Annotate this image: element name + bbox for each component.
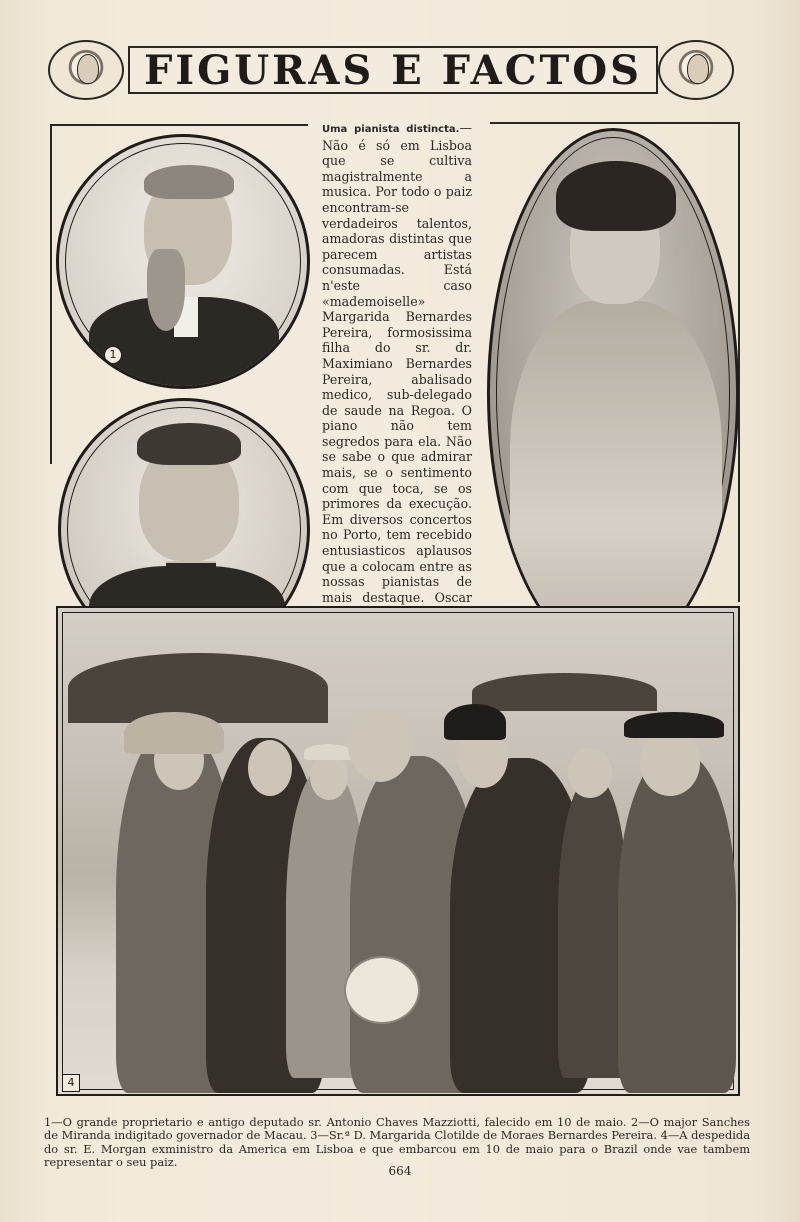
figure-man-right — [618, 753, 736, 1093]
article-pianista — [322, 120, 472, 605]
article-lead: Uma pianista distincta. — [322, 124, 460, 135]
art-nouveau-medallion-left-icon — [48, 40, 124, 100]
title-banner — [128, 46, 658, 94]
photo-caption: 1—O grande proprietario e antigo deputado sr. Antonio Chaves Mazziotti, falecido em 10 de maio. 2—O major Sanches de Miranda indigitado governador de Macau. 3—Sr.ª D. Margarida Clotilde de Moraes Bernardes Pereira. 4—A despedida do sr. E. Morgan exministro da America em Lisboa e que embarcou em 10 de maio para o Brazil onde vae tambem representar o seu paiz. — [44, 1115, 750, 1170]
page-number: 664 — [388, 1164, 412, 1178]
art-nouveau-medallion-right-icon — [658, 40, 734, 100]
photo-number-badge: 4 — [62, 1074, 80, 1092]
page-title: FIGURAS E FACTOS — [143, 46, 643, 94]
photo-despedida — [56, 606, 740, 1096]
portrait-3 — [487, 128, 739, 660]
article-body: —Não é só em Lisboa que se cultiva magistralmente a musica. Por todo o paiz encontram-se verdadeiros talentos, amadoras distintas que parecem artistas consumadas. Está n'este caso «mademoiselle» Margarida Bernardes Pereira, formosissima filha do sr. dr. Maximiano Bernardes Pereira, abalisado medico, sub-delegado de saude na Regoa. O piano não tem segredos para ela. Não se sabe o que admirar mais, se o sentimento com que toca, se os primores da execução. Em diversos concertos no Porto, tem recebido entusiasticos aplausos que a colocam entre as nossas pianistas de mais destaque. Oscar — [322, 120, 472, 605]
portrait-1 — [56, 134, 310, 389]
portrait-number-badge: 1 — [104, 346, 122, 364]
page-header — [48, 40, 738, 102]
straw-hat — [344, 956, 420, 1024]
umbrella-left — [68, 653, 328, 723]
umbrella-right — [472, 673, 657, 711]
